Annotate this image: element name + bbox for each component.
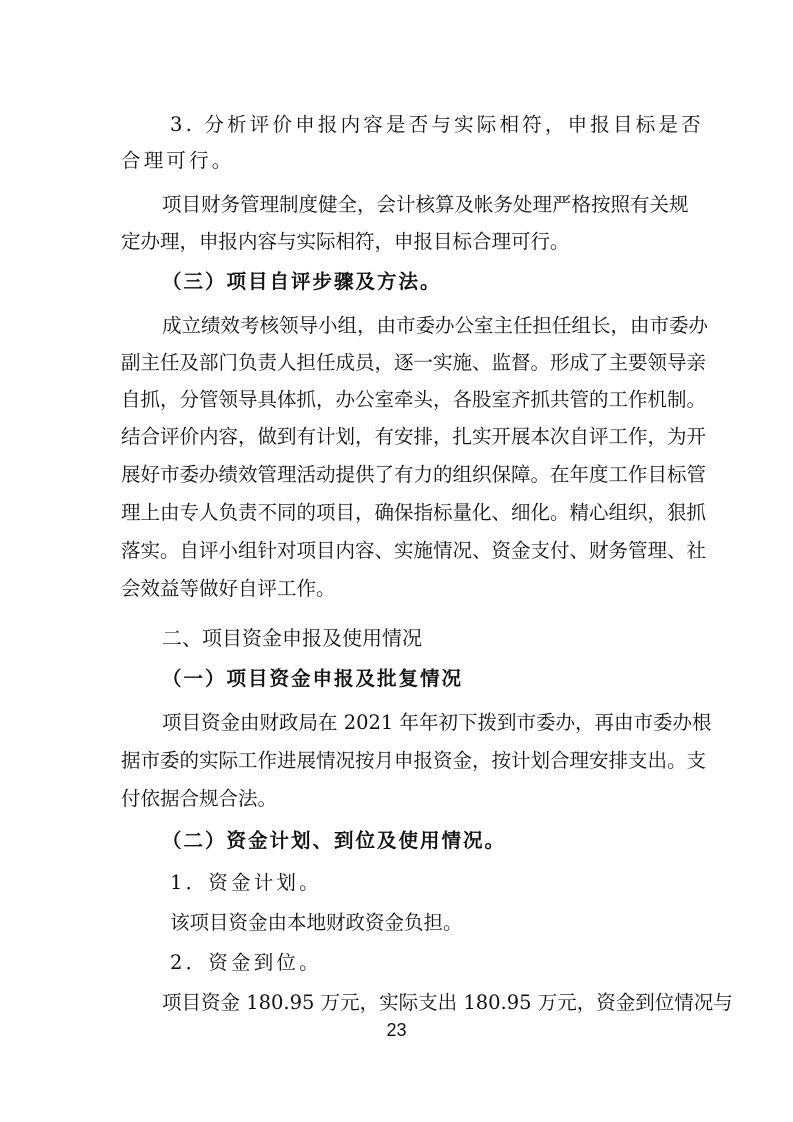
item-1-heading: 1．资金计划。 xyxy=(170,871,322,894)
subsection-2-heading: （二）资金计划、到位及使用情况。 xyxy=(162,829,507,852)
paragraph-line: 项目资金由财政局在 2021 年年初下拨到市委办，再由市委办根 xyxy=(162,711,712,734)
paragraph-line: 据市委的实际工作进展情况按月申报资金，按计划合理安排支出。支 xyxy=(121,749,707,772)
page-number: 23 xyxy=(386,1020,407,1040)
paragraph-line: 副主任及部门负责人担任成员，逐一实施、监督。形成了主要领导亲 xyxy=(121,351,707,374)
paragraph-line: 定办理，申报内容与实际相符，申报目标合理可行。 xyxy=(121,230,570,253)
subsection-1-heading: （一）项目资金申报及批复情况 xyxy=(162,667,464,690)
paragraph-line: 展好市委办绩效管理活动提供了有力的组织保障。在年度工作目标管 xyxy=(121,463,707,486)
item-3-heading-line2: 合理可行。 xyxy=(121,149,235,172)
item-3-heading-line1: 3. 分析评价申报内容是否与实际相符，申报目标是否 xyxy=(170,113,704,136)
paragraph-line: 付依据合规合法。 xyxy=(121,787,278,810)
paragraph-line: 会效益等做好自评工作。 xyxy=(121,577,336,600)
paragraph-line: 项目财务管理制度健全，会计核算及帐务处理严格按照有关规 xyxy=(162,193,689,216)
paragraph-line: 该项目资金由本地财政资金负担。 xyxy=(170,911,463,934)
paragraph-line: 结合评价内容，做到有计划，有安排，扎实开展本次自评工作，为开 xyxy=(121,425,707,448)
paragraph-line: 项目资金 180.95 万元，实际支出 180.95 万元，资金到位情况与 xyxy=(162,991,733,1014)
section-2-heading: 二、项目资金申报及使用情况 xyxy=(162,626,422,650)
paragraph-line: 落实。自评小组针对项目内容、实施情况、资金支付、财务管理、社 xyxy=(121,539,707,562)
paragraph-line: 理上由专人负责不同的项目，确保指标量化、细化。精心组织，狠抓 xyxy=(121,501,707,524)
paragraph-line: 成立绩效考核领导小组，由市委办公室主任担任组长，由市委办 xyxy=(162,314,709,337)
paragraph-line: 自抓，分管领导具体抓，办公室牵头，各股室齐抓共管的工作机制。 xyxy=(121,388,707,411)
item-2-heading: 2．资金到位。 xyxy=(170,951,322,974)
section-3-heading: （三）项目自评步骤及方法。 xyxy=(162,270,442,293)
